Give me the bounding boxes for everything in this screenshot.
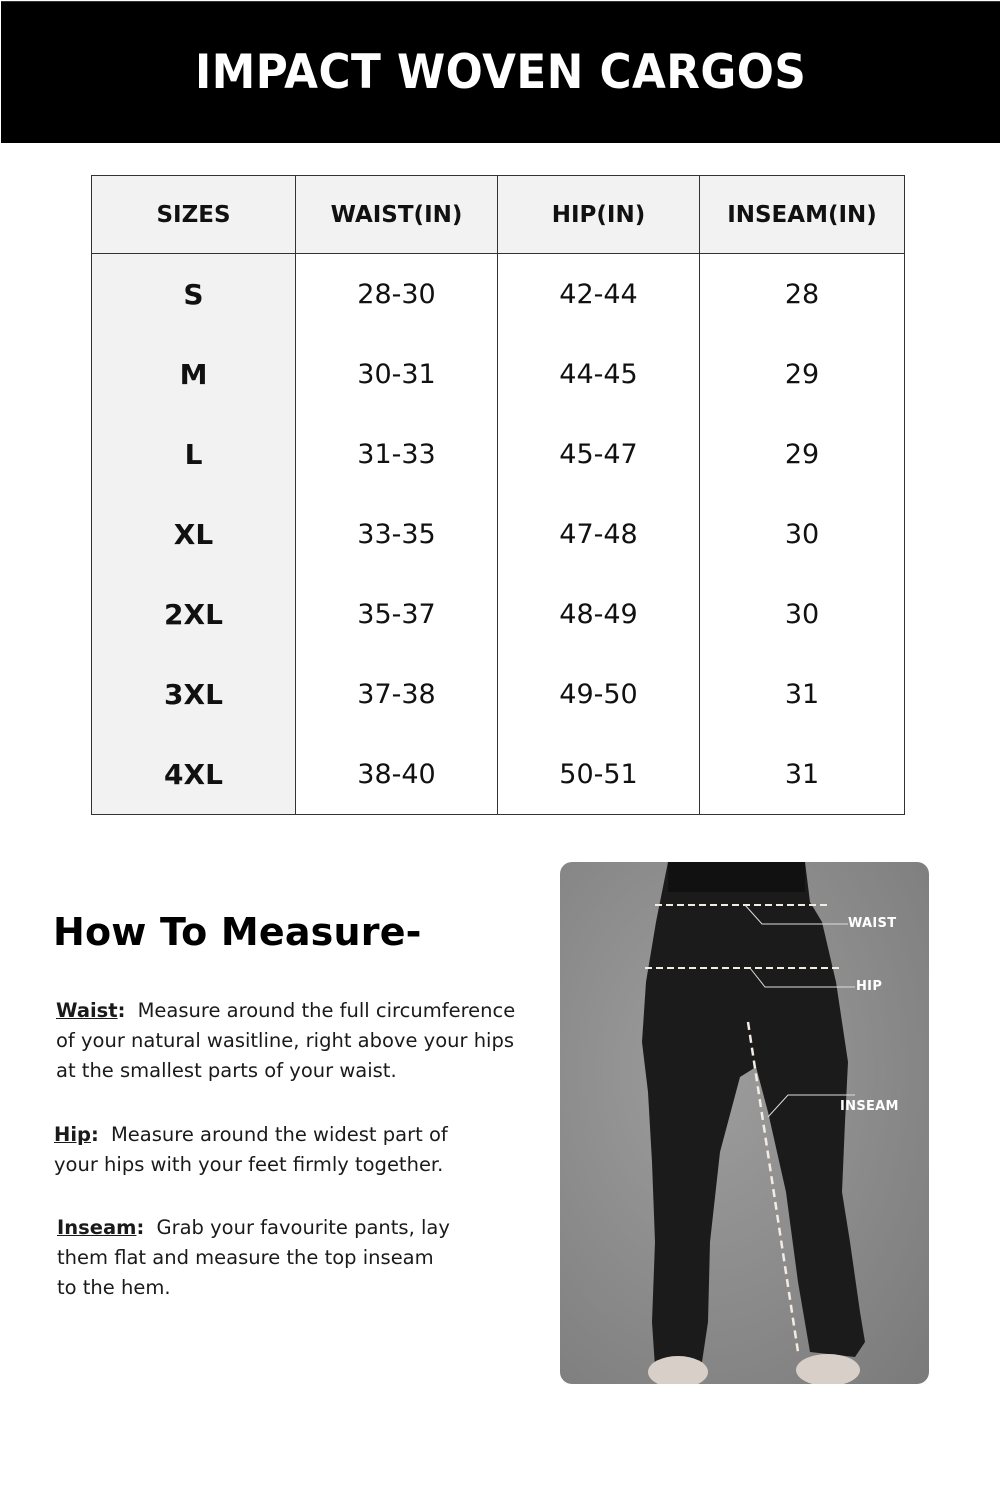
hip-cell: 47-48 (498, 495, 700, 575)
size-cell: L (92, 415, 296, 495)
waist-cell: 37-38 (296, 655, 498, 735)
waist-cell: 33-35 (296, 495, 498, 575)
inseam-cell: 31 (700, 655, 905, 735)
inseam-instruction: Inseam: Grab your favourite pants, lay them flat and measure the top inseam to the hem. (57, 1216, 450, 1299)
waistband (668, 862, 805, 892)
column-header-waist: WAIST(IN) (296, 176, 498, 254)
waist-label: WAIST (848, 916, 897, 931)
how-to-measure-heading: How To Measure- (53, 910, 422, 954)
column-header-sizes: SIZES (92, 176, 296, 254)
table-row (92, 575, 905, 655)
pants-shape (642, 862, 865, 1367)
inseam-cell: 29 (700, 415, 905, 495)
hip-text: Measure around the widest part of your hips with your feet firmly together. (54, 1123, 448, 1176)
size-cell: S (92, 254, 296, 336)
inseam-term: Inseam (57, 1216, 137, 1239)
column-header-hip: HIP(IN) (498, 176, 700, 254)
size-cell: M (92, 335, 296, 415)
right-shoe (796, 1354, 860, 1384)
hip-cell: 50-51 (498, 735, 700, 815)
size-cell: 3XL (92, 655, 296, 735)
size-cell: 2XL (92, 575, 296, 655)
table-row (92, 655, 905, 735)
hip-cell: 49-50 (498, 655, 700, 735)
size-cell: XL (92, 495, 296, 575)
size-cell: 4XL (92, 735, 296, 815)
hip-instruction: Hip: Measure around the widest part of your hips with your feet firmly together. (54, 1123, 448, 1176)
table-row (92, 495, 905, 575)
table-row (92, 335, 905, 415)
inseam-cell: 30 (700, 495, 905, 575)
waist-term: Waist (56, 999, 118, 1022)
waist-cell: 35-37 (296, 575, 498, 655)
inseam-cell: 29 (700, 335, 905, 415)
table-row (92, 254, 905, 336)
hip-cell: 48-49 (498, 575, 700, 655)
inseam-label: INSEAM (840, 1099, 899, 1114)
waist-instruction: Waist: Measure around the full circumference of your natural wasitline, right above your hips at the smallest parts of your waist. (56, 999, 516, 1082)
inseam-cell: 30 (700, 575, 905, 655)
table-header-row (92, 176, 905, 254)
hip-cell: 42-44 (498, 254, 700, 336)
hip-label: HIP (856, 979, 883, 994)
product-title: IMPACT WOVEN CARGOS (194, 45, 807, 100)
measurement-diagram-photo (560, 862, 929, 1384)
column-header-inseam: INSEAM(IN) (700, 176, 905, 254)
waist-text: Measure around the full circumference of your natural wasitline, right above your hips at the smallest parts of your waist. (56, 999, 516, 1082)
pants-illustration (560, 862, 929, 1384)
table-row (92, 735, 905, 815)
waist-cell: 30-31 (296, 335, 498, 415)
waist-cell: 28-30 (296, 254, 498, 336)
table-row (92, 415, 905, 495)
inseam-cell: 31 (700, 735, 905, 815)
hip-cell: 45-47 (498, 415, 700, 495)
inseam-cell: 28 (700, 254, 905, 336)
waist-cell: 31-33 (296, 415, 498, 495)
hip-term: Hip (54, 1123, 91, 1146)
title-banner (1, 1, 1000, 143)
waist-cell: 38-40 (296, 735, 498, 815)
inseam-text: Grab your favourite pants, lay them flat and measure the top inseam to the hem. (57, 1216, 450, 1299)
hip-cell: 44-45 (498, 335, 700, 415)
size-chart-table (91, 175, 905, 815)
